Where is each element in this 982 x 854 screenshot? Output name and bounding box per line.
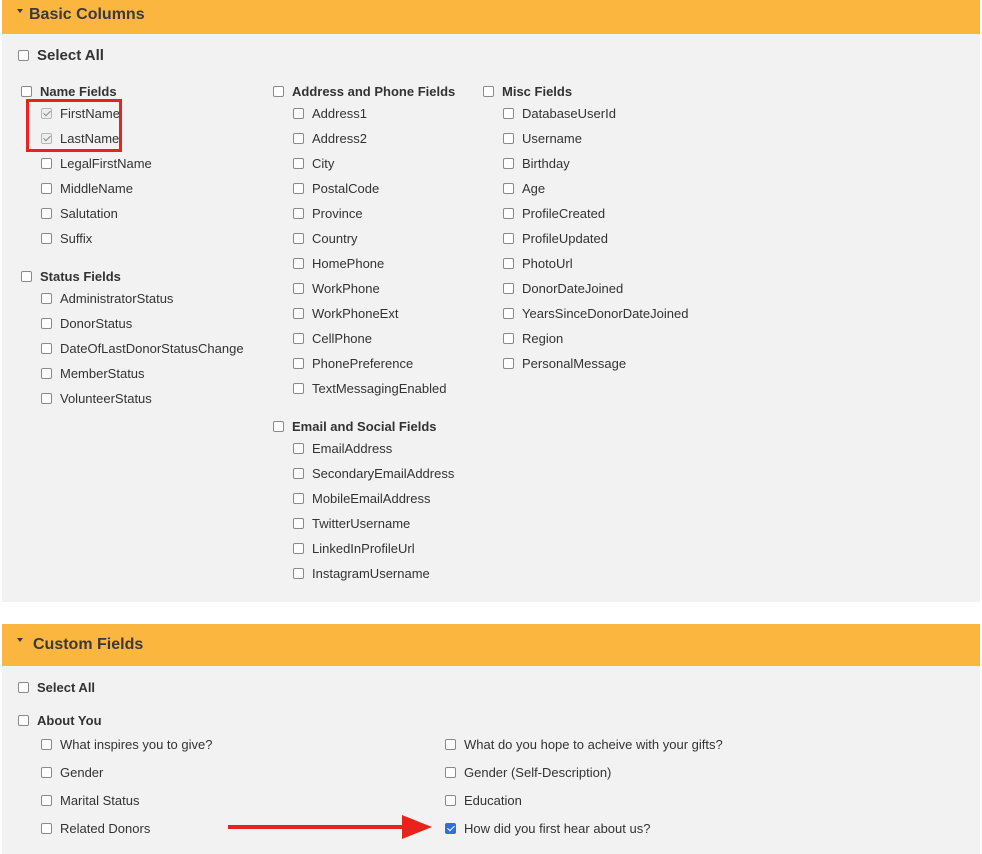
field-label: PersonalMessage	[522, 355, 627, 371]
custom-field-gender-self-description[interactable]	[445, 762, 611, 782]
checkbox[interactable]	[293, 383, 304, 394]
checkbox[interactable]	[445, 795, 456, 806]
field-donordatejoined[interactable]	[503, 278, 623, 298]
checkbox[interactable]	[41, 767, 52, 778]
field-label: LinkedInProfileUrl	[312, 540, 415, 556]
field-suffix[interactable]	[41, 228, 92, 248]
caret-down-icon	[17, 638, 23, 642]
field-label: ProfileCreated	[522, 205, 606, 221]
group-status-fields[interactable]	[21, 266, 121, 286]
checkbox[interactable]	[503, 283, 514, 294]
group-label: About You	[37, 712, 102, 728]
custom-field-gender[interactable]	[41, 762, 103, 782]
checkbox[interactable]	[503, 133, 514, 144]
field-birthday[interactable]	[503, 153, 570, 173]
field-label: EmailAddress	[312, 440, 393, 456]
checkbox[interactable]	[503, 108, 514, 119]
custom-field-marital-status[interactable]	[41, 790, 139, 810]
custom-field-related-donors[interactable]	[41, 818, 150, 838]
checkbox[interactable]	[503, 258, 514, 269]
field-phonepreference[interactable]	[293, 353, 413, 373]
field-label: Address2	[312, 130, 367, 146]
checkbox[interactable]	[41, 208, 52, 219]
custom-field-how-did-you-hear[interactable]	[445, 818, 650, 838]
group-about-you[interactable]	[18, 710, 102, 730]
field-label: HomePhone	[312, 255, 385, 271]
field-label: Age	[522, 180, 546, 196]
field-label: AdministratorStatus	[60, 290, 174, 306]
checkbox[interactable]	[503, 158, 514, 169]
field-profilecreated[interactable]	[503, 203, 605, 223]
field-label: Education	[464, 792, 522, 808]
checkbox[interactable]	[18, 50, 29, 61]
field-label: Marital Status	[60, 792, 140, 808]
group-label: Email and Social Fields	[292, 418, 437, 434]
field-linkedinprofileurl[interactable]	[293, 538, 415, 558]
field-databaseuserid[interactable]	[503, 103, 616, 123]
checkbox[interactable]	[293, 283, 304, 294]
field-label: DateOfLastDonorStatusChange	[60, 340, 244, 356]
field-textmessagingenabled[interactable]	[293, 378, 446, 398]
field-salutation[interactable]	[41, 203, 118, 223]
field-label: DonorStatus	[60, 315, 133, 331]
custom-field-education[interactable]	[445, 790, 522, 810]
checkbox[interactable]	[293, 468, 304, 479]
field-label: How did you first hear about us?	[464, 820, 651, 836]
checkbox[interactable]	[41, 368, 52, 379]
highlight-box	[26, 99, 122, 152]
checkbox[interactable]	[293, 358, 304, 369]
field-administratorstatus[interactable]	[41, 288, 173, 308]
checkbox[interactable]	[293, 258, 304, 269]
field-yearssincedonordatejoined[interactable]	[503, 303, 688, 323]
select-all-label: Select All	[37, 46, 104, 64]
checkbox[interactable]	[293, 543, 304, 554]
checkbox[interactable]	[503, 183, 514, 194]
field-label: FirstName	[60, 105, 120, 121]
checkbox[interactable]	[293, 568, 304, 579]
field-label: CellPhone	[312, 330, 372, 346]
checkbox[interactable]	[293, 158, 304, 169]
checkbox[interactable]	[293, 133, 304, 144]
field-label: TwitterUsername	[312, 515, 411, 531]
field-postalcode[interactable]	[293, 178, 379, 198]
group-name-fields[interactable]	[21, 81, 117, 101]
field-workphone[interactable]	[293, 278, 380, 298]
group-misc-fields[interactable]	[483, 81, 572, 101]
field-label: YearsSinceDonorDateJoined	[522, 305, 689, 321]
checkbox[interactable]	[503, 208, 514, 219]
select-all-label: Select All	[37, 679, 96, 695]
field-label: DatabaseUserId	[522, 105, 616, 121]
checkbox[interactable]	[445, 767, 456, 778]
checkbox[interactable]	[41, 823, 52, 834]
group-label: Address and Phone Fields	[292, 83, 456, 99]
checkbox[interactable]	[293, 233, 304, 244]
field-homephone[interactable]	[293, 253, 384, 273]
basic-select-all[interactable]	[18, 45, 104, 65]
field-label: PostalCode	[312, 180, 380, 196]
custom-fields-panel	[2, 624, 980, 854]
red-arrow-icon	[228, 812, 433, 844]
checkbox[interactable]	[503, 308, 514, 319]
field-label: Suffix	[60, 230, 93, 246]
custom-select-all[interactable]	[18, 677, 95, 697]
field-middlename[interactable]	[41, 178, 133, 198]
basic-columns-header[interactable]	[2, 0, 980, 34]
field-twitterusername[interactable]	[293, 513, 410, 533]
group-label: Misc Fields	[502, 83, 573, 99]
field-instagramusername[interactable]	[293, 563, 430, 583]
group-email-social-fields[interactable]	[273, 416, 437, 436]
checkbox[interactable]	[293, 183, 304, 194]
checkbox[interactable]	[293, 208, 304, 219]
field-label: What inspires you to give?	[60, 736, 213, 752]
checkbox[interactable]	[18, 682, 29, 693]
field-personalmessage[interactable]	[503, 353, 626, 373]
caret-down-icon	[17, 9, 23, 13]
basic-columns-title: Basic Columns	[29, 6, 145, 23]
checkbox[interactable]	[503, 233, 514, 244]
checkbox[interactable]	[41, 343, 52, 354]
field-label: PhonePreference	[312, 355, 414, 371]
field-volunteerstatus[interactable]	[41, 388, 152, 408]
checkbox[interactable]	[41, 293, 52, 304]
group-label: Status Fields	[40, 268, 121, 284]
field-photourl[interactable]	[503, 253, 573, 273]
field-label: MemberStatus	[60, 365, 145, 381]
checkbox[interactable]	[273, 86, 284, 97]
field-mobileemailaddress[interactable]	[293, 488, 431, 508]
field-label: SecondaryEmailAddress	[312, 465, 455, 481]
field-dateoflastdonorstatuschange[interactable]	[41, 338, 244, 358]
custom-fields-header[interactable]	[2, 624, 980, 666]
field-label: Username	[522, 130, 582, 146]
checkbox[interactable]	[293, 493, 304, 504]
field-label: WorkPhone	[312, 280, 380, 296]
field-label: Birthday	[522, 155, 570, 171]
field-label: Country	[312, 230, 358, 246]
checkbox[interactable]	[41, 393, 52, 404]
custom-fields-title: Custom Fields	[33, 636, 144, 653]
field-label: What do you hope to acheive with your gifts?	[464, 736, 723, 752]
checkbox[interactable]	[41, 318, 52, 329]
group-label: Name Fields	[40, 83, 117, 99]
field-label: VolunteerStatus	[60, 390, 152, 406]
field-donorstatus[interactable]	[41, 313, 132, 333]
field-address2[interactable]	[293, 128, 367, 148]
custom-field-hope-to-achieve[interactable]	[445, 734, 723, 754]
field-label: City	[312, 155, 335, 171]
field-legalfirstname[interactable]	[41, 153, 152, 173]
field-workphoneext[interactable]	[293, 303, 398, 323]
field-label: LastName	[60, 130, 120, 146]
checkbox[interactable]	[293, 333, 304, 344]
field-label: PhotoUrl	[522, 255, 573, 271]
checkbox[interactable]	[41, 158, 52, 169]
checkbox[interactable]	[483, 86, 494, 97]
checkbox[interactable]	[445, 739, 456, 750]
checkbox[interactable]	[293, 518, 304, 529]
field-label: DonorDateJoined	[522, 280, 624, 296]
field-region[interactable]	[503, 328, 563, 348]
field-memberstatus[interactable]	[41, 363, 145, 383]
field-label: Province	[312, 205, 363, 221]
group-address-phone-fields[interactable]	[273, 81, 455, 101]
field-profileupdated[interactable]	[503, 228, 608, 248]
field-label: Region	[522, 330, 564, 346]
checkbox[interactable]	[41, 183, 52, 194]
checkbox[interactable]	[293, 443, 304, 454]
field-label: Related Donors	[60, 820, 151, 836]
checkbox[interactable]	[21, 271, 32, 282]
field-country[interactable]	[293, 228, 358, 248]
field-label: Address1	[312, 105, 367, 121]
checkbox[interactable]	[503, 358, 514, 369]
field-username[interactable]	[503, 128, 582, 148]
field-emailaddress[interactable]	[293, 438, 392, 458]
field-label: ProfileUpdated	[522, 230, 608, 246]
field-label: LegalFirstName	[60, 155, 152, 171]
field-label: Gender	[60, 764, 104, 780]
checkbox[interactable]	[41, 233, 52, 244]
field-age[interactable]	[503, 178, 545, 198]
checkbox[interactable]	[41, 739, 52, 750]
field-label: WorkPhoneExt	[312, 305, 399, 321]
checkbox[interactable]	[293, 108, 304, 119]
field-address1[interactable]	[293, 103, 367, 123]
checkbox[interactable]	[503, 333, 514, 344]
field-city[interactable]	[293, 153, 334, 173]
field-label: TextMessagingEnabled	[312, 380, 447, 396]
checkbox[interactable]	[21, 86, 32, 97]
checkbox[interactable]	[18, 715, 29, 726]
checkbox[interactable]	[293, 308, 304, 319]
field-cellphone[interactable]	[293, 328, 372, 348]
checkbox-checked[interactable]	[445, 823, 456, 834]
checkbox[interactable]	[41, 795, 52, 806]
field-label: Salutation	[60, 205, 118, 221]
field-province[interactable]	[293, 203, 363, 223]
basic-columns-panel	[2, 0, 980, 602]
field-secondaryemailaddress[interactable]	[293, 463, 454, 483]
field-label: Gender (Self-Description)	[464, 764, 612, 780]
field-label: InstagramUsername	[312, 565, 430, 581]
checkbox[interactable]	[273, 421, 284, 432]
field-label: MiddleName	[60, 180, 133, 196]
custom-field-what-inspires[interactable]	[41, 734, 212, 754]
field-label: MobileEmailAddress	[312, 490, 431, 506]
